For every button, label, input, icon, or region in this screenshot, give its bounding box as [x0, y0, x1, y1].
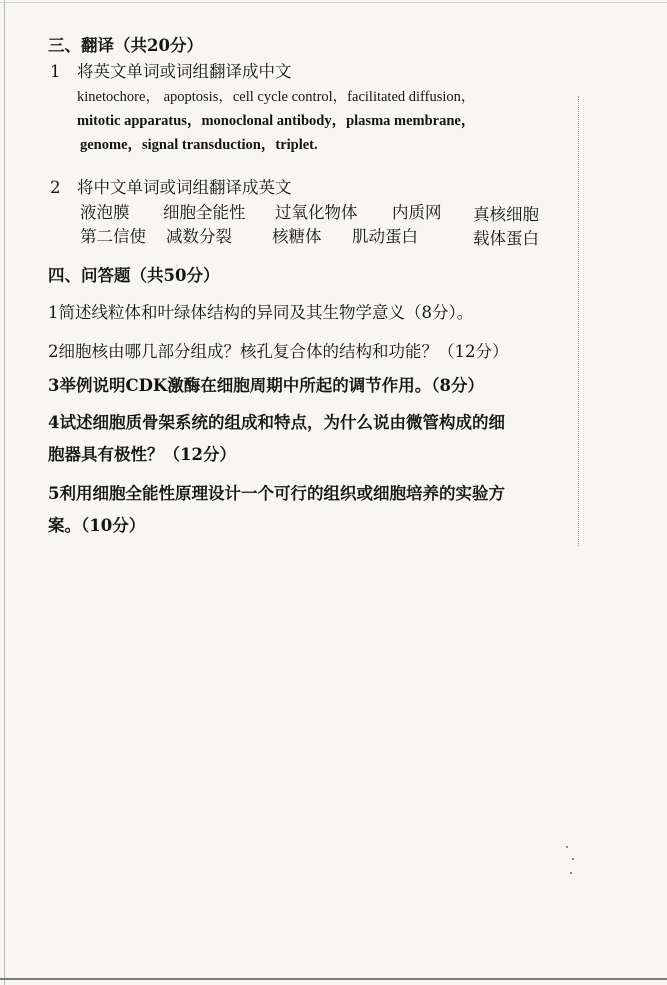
- scan-top-edge: [0, 2, 667, 3]
- question-4-line-1: 4试述细胞质骨架系统的组成和特点，为什么说由微管构成的细: [48, 413, 505, 432]
- q1-terms-line-2: mitotic apparatus，monoclonal antibody，plasma membrane，: [77, 113, 476, 129]
- question-2: 2细胞核由哪几部分组成？核孔复合体的结构和功能？（12分）: [48, 342, 509, 361]
- question-4-line-2: 胞器具有极性？（12分）: [48, 445, 236, 464]
- scan-speck: [570, 872, 572, 874]
- q2-term: 第二信使: [80, 227, 146, 246]
- question-5-line-1: 5利用细胞全能性原理设计一个可行的组织或细胞培养的实验方: [48, 484, 505, 503]
- section-4-heading: 四、问答题（共50分）: [48, 266, 220, 285]
- q2-term: 减数分裂: [166, 227, 232, 246]
- question-1: 1简述线粒体和叶绿体结构的异同及其生物学意义（8分）。: [48, 303, 474, 322]
- question-3: 3举例说明CDK激酶在细胞周期中所起的调节作用。（8分）: [48, 376, 484, 395]
- q1-terms-line-3: genome，signal transduction，triplet.: [80, 137, 318, 153]
- q2-term: 真核细胞: [473, 205, 539, 224]
- q2-term: 肌动蛋白: [352, 227, 418, 246]
- q2-prompt: 将中文单词或词组翻译成英文: [77, 178, 292, 197]
- scan-speck: [566, 846, 568, 848]
- scan-speck: [572, 858, 574, 860]
- scan-bottom-edge: [0, 978, 667, 980]
- q2-term: 核糖体: [272, 227, 322, 246]
- q2-term: 载体蛋白: [473, 229, 539, 248]
- q1-prompt: 将英文单词或词组翻译成中文: [77, 62, 292, 81]
- q2-number: 2: [50, 178, 61, 197]
- q1-terms-line-1: kinetochore， apoptosis，cell cycle control，facilitated diffusion，: [77, 89, 476, 105]
- scan-left-edge: [4, 0, 5, 985]
- q2-term: 过氧化物体: [275, 203, 358, 222]
- q2-term: 内质网: [392, 203, 442, 222]
- question-5-line-2: 案。（10分）: [48, 516, 146, 535]
- q2-term: 液泡膜: [80, 203, 130, 222]
- margin-dotted-rule: [578, 96, 580, 546]
- q2-term: 细胞全能性: [163, 203, 246, 222]
- q1-number: 1: [50, 62, 61, 81]
- section-3-heading: 三、翻译（共20分）: [48, 36, 203, 55]
